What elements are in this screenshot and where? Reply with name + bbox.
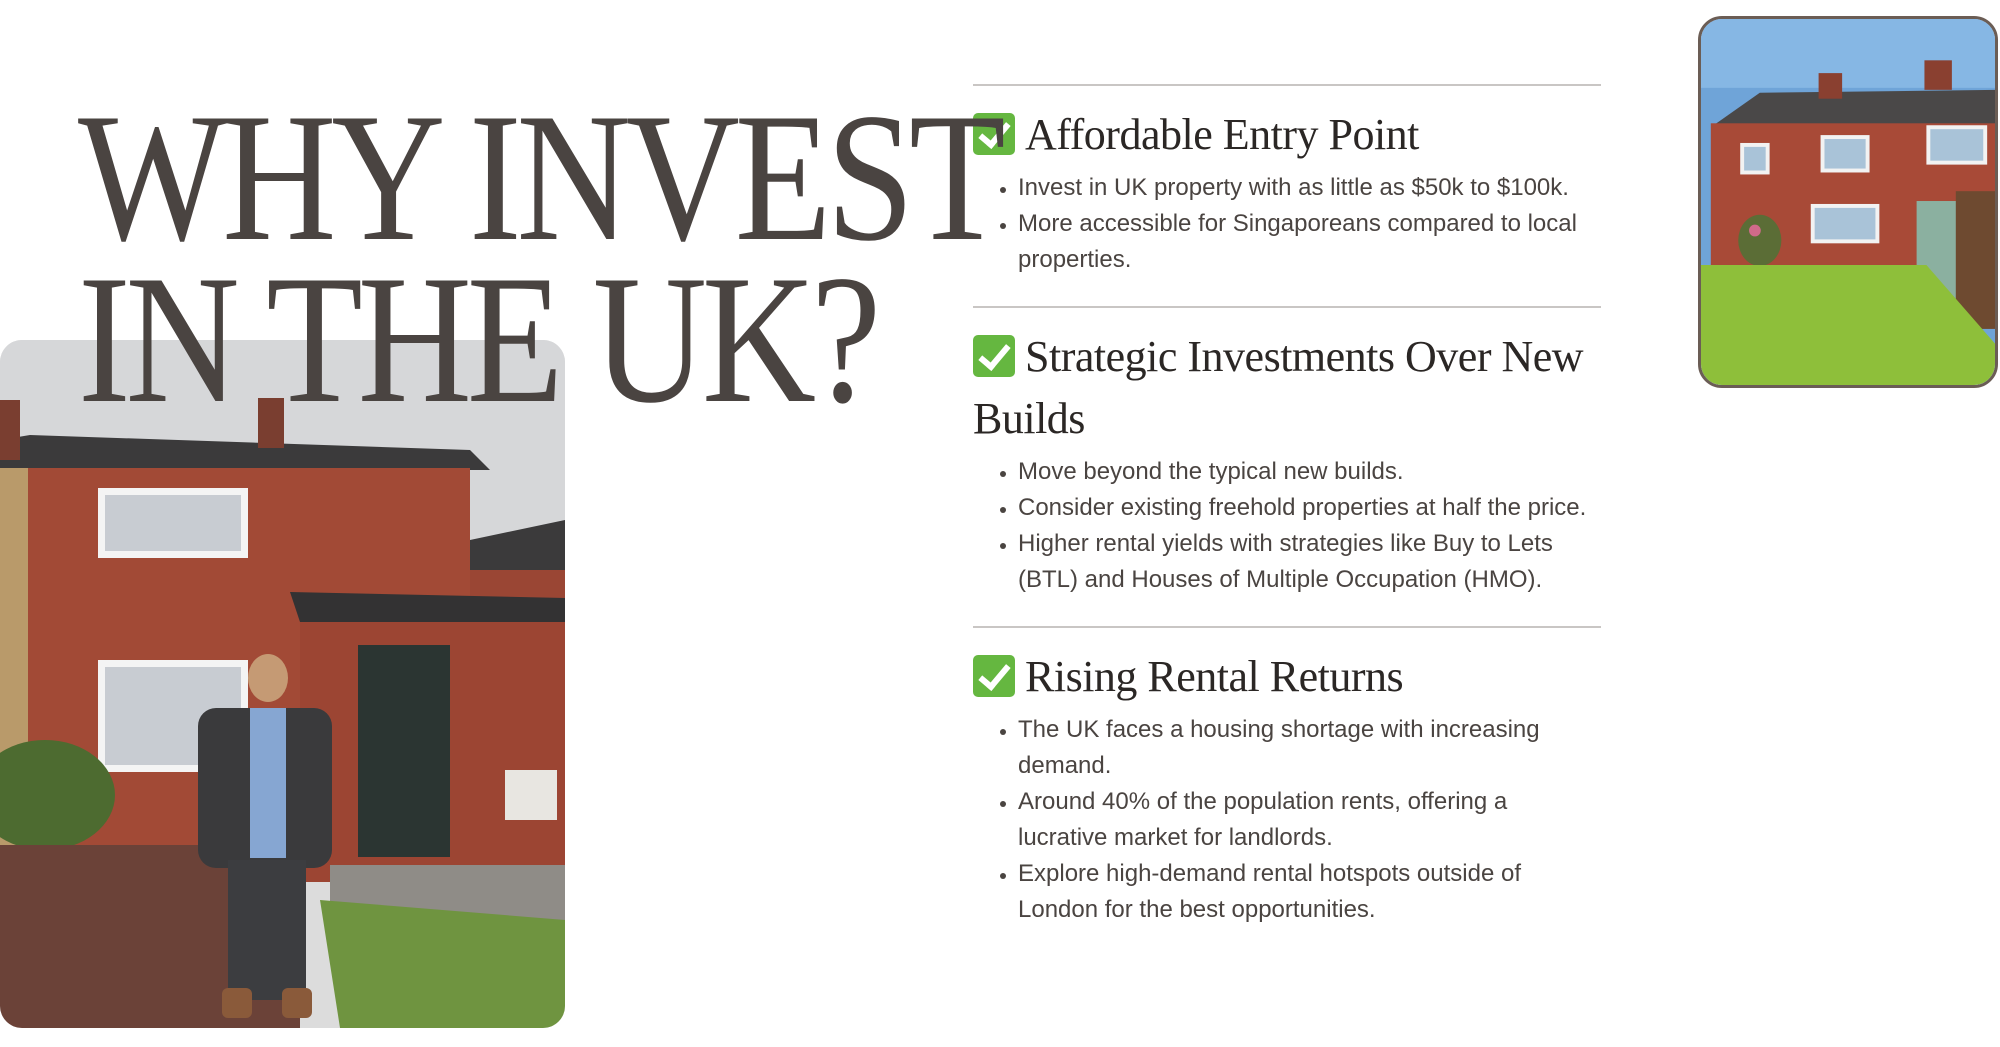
section-title: Strategic Investments Over New Builds [973, 332, 1584, 443]
list-item: • Explore high-demand rental hotspots outside of London for the best opportunities. [1018, 856, 1601, 928]
section-rising-rental-returns [973, 626, 1601, 928]
list-item: • The UK faces a housing shortage with increasing demand. [1018, 712, 1601, 784]
section-title: Rising Rental Returns [973, 646, 1601, 708]
list-item: • Consider existing freehold properties at half the price. [1018, 490, 1601, 526]
house-exterior-illustration [1701, 19, 1995, 385]
bullet-list [973, 454, 1601, 598]
bullet-list [973, 170, 1601, 278]
benefits-list [973, 84, 1601, 956]
headline-line-1: WHY INVEST [78, 75, 1001, 279]
headline-line-2: IN THE UK? [78, 237, 877, 441]
list-item: • Move beyond the typical new builds. [1018, 454, 1601, 490]
house-photo-illustration [0, 340, 565, 1028]
list-item: • More accessible for Singaporeans compared to local properties. [1018, 206, 1601, 278]
list-item: • Higher rental yields with strategies like Buy to Lets (BTL) and Houses of Multiple Occupation (HMO). [1018, 526, 1601, 598]
page-headline [78, 75, 1001, 441]
list-item: • Invest in UK property with as little as $50k to $100k. [1018, 170, 1601, 206]
house-photo-with-owner [0, 340, 565, 1028]
section-title: Affordable Entry Point [973, 104, 1601, 166]
section-affordable-entry [973, 84, 1601, 278]
section-strategic-investments [973, 306, 1601, 598]
list-item: • Around 40% of the population rents, offering a lucrative market for landlords. [1018, 784, 1601, 856]
semi-detached-house-photo [1698, 16, 1998, 388]
check-mark-icon [973, 655, 1015, 697]
bullet-list [973, 712, 1601, 928]
